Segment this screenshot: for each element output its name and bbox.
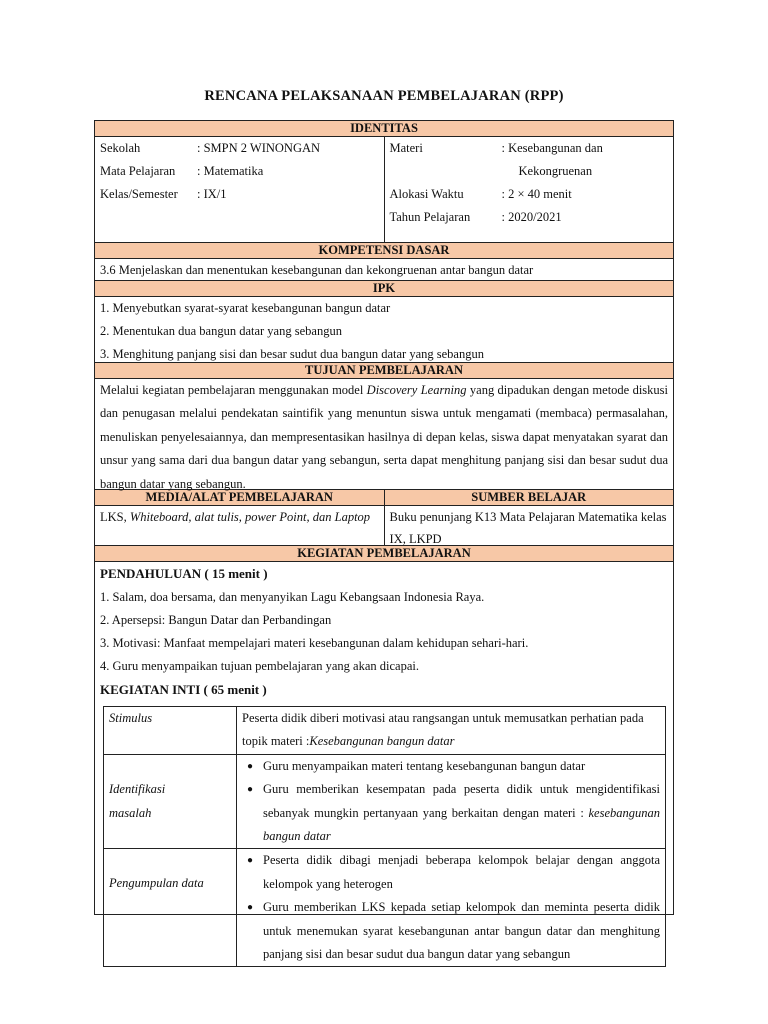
identitas-right [384,137,674,242]
inti-table [103,706,666,967]
stimulus-text: Peserta didik diberi motivasi atau rangsangan untuk memusatkan perhatian pada topik materi :Kesebangunan bangun datar [242,711,644,749]
tujuan-block [95,379,673,490]
rpp-table [94,120,674,962]
kegiatan-block [95,562,673,967]
sekolah-line [95,137,384,160]
ipk-item-2: 2. Menentukan dua bangun datar yang sebangun [100,324,342,338]
tujuan-model: Discovery Learning [366,383,467,397]
kegiatan-header: KEGIATAN PEMBELAJARAN [95,546,673,562]
ipk-item-3: 3. Menghitung panjang sisi dan besar sudut dua bangun datar yang sebangun [100,347,484,361]
materi-label: Materi [389,141,423,155]
stimulus-row [104,707,666,755]
pendahuluan-item-4: 4. Guru menyampaikan tujuan pembelajaran yang akan dicapai. [100,659,419,673]
kelas-label: Kelas/Semester [100,187,178,201]
ipk-item-1: 1. Menyebutkan syarat-syarat kesebangunan bangun datar [100,301,391,315]
pendahuluan-title: PENDAHULUAN ( 15 menit ) [100,566,268,581]
pengumpulan-label-cell [104,849,237,967]
kompetensi-block [95,259,673,281]
mapel-value: : Matematika [197,164,264,178]
alokasi-label: Alokasi Waktu [389,187,464,201]
pendahuluan-item-2: 2. Apersepsi: Bangun Datar dan Perbandingan [100,613,332,627]
identitas-left [95,137,384,242]
identifikasi-cell [237,754,666,849]
mapel-line [95,160,384,183]
pendahuluan-item-3: 3. Motivasi: Manfaat mempelajari materi kesebangunan dalam kehidupan sehari-hari. [100,636,529,650]
sekolah-label: Sekolah [100,141,141,155]
sumber-header: SUMBER BELAJAR [384,490,674,505]
identifikasi-label-cell [104,754,237,849]
kompetensi-header: KOMPETENSI DASAR [95,243,673,259]
kelas-value: : IX/1 [197,187,227,201]
pengumpulan-label: Pengumpulan data [109,876,204,891]
list-item: ● Guru memberikan kesempatan pada peserta didik untuk mengidentifikasi sebanyak mungkin pertanyaan yang berkaitan dengan materi : kesebangunan bangun datar [237,778,665,848]
bullet-icon: ● [246,855,254,867]
kompetensi-text: 3.6 Menjelaskan dan menentukan kesebangunan dan kekongruenan antar bangun datar [100,263,534,277]
pengumpulan-cell [237,849,666,967]
bullet-icon: ● [246,784,254,796]
inti-title: KEGIATAN INTI ( 65 menit ) [100,682,267,697]
stimulus-label: Stimulus [104,707,237,755]
sumber-text: Buku penunjang K13 Mata Pelajaran Matematika kelas IX, LKPD [384,506,674,545]
list-item: ● Guru menyampaikan materi tentang kesebangunan bangun datar [237,755,665,778]
tahun-line [385,206,674,229]
materi-value-2: Kekongruenan [518,164,593,178]
pengumpulan-row [104,849,666,967]
identifikasi-row [104,754,666,849]
media-text: LKS, Whiteboard, alat tulis, power Point, dan Laptop [100,510,371,524]
media-header: MEDIA/ALAT PEMBELAJARAN [145,490,333,504]
tujuan-text: Melalui kegiatan pembelajaran menggunakan model Discovery Learning yang dipadukan dengan metode diskusi dan penugasan melalui pendekatan saintifik yang menuntun siswa untuk mengamati (membaca) permasalahan, menuliskan penyelesaiannya, dan mempresentasikan hasilnya di depan kelas, siswa dapat menyatakan syarat dan unsur yang sama dari dua bangun datar yang sebangun, serta dapat menghitung panjang sisi dan besar sudut dua bangun datar yang sebangun. [100,383,668,491]
list-item: ● Peserta didik dibagi menjadi beberapa kelompok belajar dengan anggota kelompok yang heterogen [237,849,665,896]
stimulus-cell [237,707,666,755]
media-sumber-row [95,506,673,546]
identifikasi-label: Identifikasi masalah [109,782,166,820]
alokasi-line [385,183,674,206]
tujuan-header: TUJUAN PEMBELAJARAN [95,363,673,379]
page-title: RENCANA PELAKSANAAN PEMBELAJARAN (RPP) [204,88,564,104]
media-sumber-header [95,490,673,506]
alokasi-value: : 2 × 40 menit [501,187,572,201]
bullet-icon: ● [246,760,254,772]
tahun-label: Tahun Pelajaran [389,210,471,224]
tahun-value: : 2020/2021 [501,210,562,224]
identitas-header: IDENTITAS [95,121,673,137]
ipk-header: IPK [95,281,673,297]
list-item: ● Guru memberikan LKS kepada setiap kelompok dan meminta peserta didik untuk menemukan syarat kesebangunan antar bangun datar dan menghitung panjang sisi dan besar sudut dua bangun datar yang sebangun [237,896,665,966]
materi-line [385,137,674,160]
bullet-icon: ● [246,902,254,914]
kelas-line [95,183,384,206]
mapel-label: Mata Pelajaran [100,164,176,178]
materi-line-2 [385,160,674,183]
materi-value: : Kesebangunan dan [501,141,603,155]
identitas-row [95,137,673,243]
ipk-block [95,297,673,363]
pendahuluan-item-1: 1. Salam, doa bersama, dan menyanyikan Lagu Kebangsaan Indonesia Raya. [100,590,485,604]
sekolah-value: : SMPN 2 WINONGAN [197,141,321,155]
